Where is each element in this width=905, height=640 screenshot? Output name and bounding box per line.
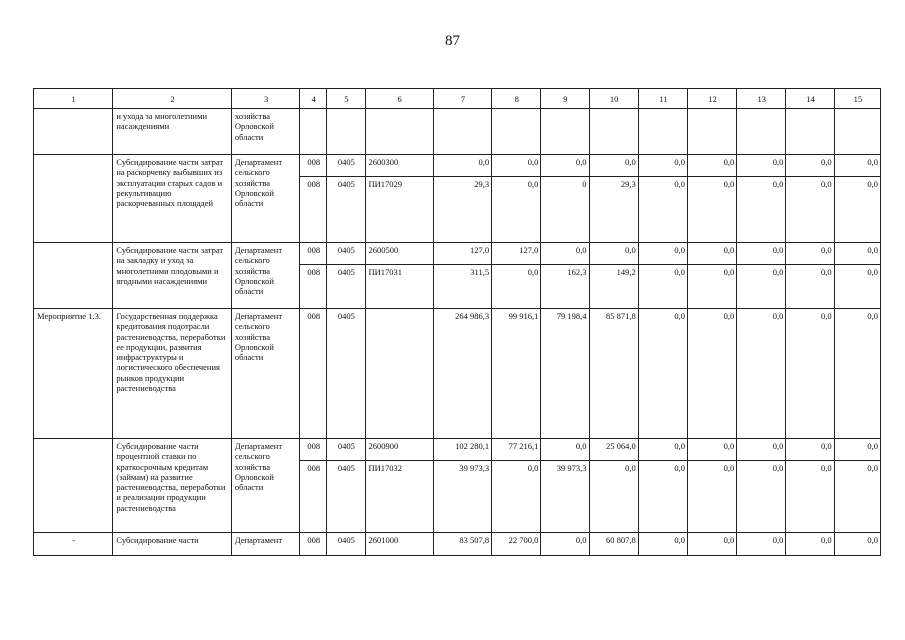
row-label-cell: - <box>34 533 113 556</box>
cell-value: 0,0 <box>638 243 687 265</box>
cell-value: 0,0 <box>737 265 786 309</box>
column-header: 10 <box>589 89 638 109</box>
column-header: 9 <box>541 89 589 109</box>
cell-value: 0,0 <box>687 439 736 461</box>
cell-code: 2601000 <box>365 533 433 556</box>
column-header: 8 <box>492 89 541 109</box>
cell-value: 0,0 <box>687 265 736 309</box>
cell-value: 0,0 <box>492 155 541 177</box>
cell-value: 102 280,1 <box>433 439 491 461</box>
cell-value: 0,0 <box>638 177 687 243</box>
cell-code: 0405 <box>327 309 365 439</box>
row-name-cell: Субсидирование части затрат на закладку и уход за многолетними плодовыми и ягодными насаждениями <box>113 243 232 309</box>
column-header: 2 <box>113 89 232 109</box>
cell-value: 0,0 <box>834 243 880 265</box>
cell-code: 0405 <box>327 155 365 177</box>
cell-code: ПИ17029 <box>365 177 433 243</box>
cell-value: 0,0 <box>737 533 786 556</box>
row-dept-cell: Департамент <box>231 533 299 556</box>
cell-value: 0,0 <box>786 533 834 556</box>
cell-code: 0405 <box>327 177 365 243</box>
cell-value: 25 064,0 <box>589 439 638 461</box>
cell-value: 0,0 <box>687 243 736 265</box>
cell-value: 39 973,3 <box>433 461 491 533</box>
cell-code: 008 <box>300 439 327 461</box>
cell-value: 0,0 <box>687 533 736 556</box>
cell-value: 0,0 <box>492 265 541 309</box>
column-header: 3 <box>231 89 299 109</box>
cell-code: 2600500 <box>365 243 433 265</box>
cell-value: 0,0 <box>492 177 541 243</box>
table-row <box>34 533 881 556</box>
cell-value: 29,3 <box>433 177 491 243</box>
cell-value: 0,0 <box>786 177 834 243</box>
cell-value: 0,0 <box>737 155 786 177</box>
column-header: 4 <box>300 89 327 109</box>
row-dept-cell: Департамент сельского хозяйства Орловской области <box>231 243 299 309</box>
cell-value: 127,0 <box>433 243 491 265</box>
cell-value: 0,0 <box>786 439 834 461</box>
cell-value: 0,0 <box>687 461 736 533</box>
cell-value: 39 973,3 <box>541 461 589 533</box>
cell-value: 85 871,8 <box>589 309 638 439</box>
cell-value: 0,0 <box>541 155 589 177</box>
cell-value: 0,0 <box>737 177 786 243</box>
cell-value: 0,0 <box>589 243 638 265</box>
cell-value: 311,5 <box>433 265 491 309</box>
cell-value: 0,0 <box>786 265 834 309</box>
cell-code: 008 <box>300 461 327 533</box>
cell-value: 0,0 <box>786 461 834 533</box>
cell-value: 0,0 <box>638 439 687 461</box>
row-name-cell: Субсидирование части затрат на раскорчевку выбывших из эксплуатации старых садов и рекультивацию раскорчеванных площадей <box>113 155 232 243</box>
cell-value: 0,0 <box>492 461 541 533</box>
cell-value: 0,0 <box>834 155 880 177</box>
cell-value: 22 700,0 <box>492 533 541 556</box>
cell-code: 008 <box>300 155 327 177</box>
cell-value: 127,0 <box>492 243 541 265</box>
cell-code: ПИ17032 <box>365 461 433 533</box>
table-row <box>34 243 881 265</box>
cell-code: 0405 <box>327 243 365 265</box>
row-name-cell: Государственная поддержка кредитования подотрасли растениеводства, переработки ее продукции, развития инфраструктуры и логистического обеспечения рынков продукции растениеводства <box>113 309 232 439</box>
cell-value: 0 <box>541 177 589 243</box>
cell-code: 0405 <box>327 461 365 533</box>
cell-code: 2600300 <box>365 155 433 177</box>
cell-value: 0,0 <box>737 461 786 533</box>
row-label-cell <box>34 155 113 243</box>
table-row <box>34 309 881 439</box>
page-number: 87 <box>445 33 460 49</box>
column-header: 15 <box>834 89 880 109</box>
cell-code: 008 <box>300 265 327 309</box>
cell-code: 0405 <box>327 533 365 556</box>
row-name-cell: Субсидирование части <box>113 533 232 556</box>
cell-value: 0,0 <box>786 309 834 439</box>
column-header: 11 <box>638 89 687 109</box>
cell-value: 0,0 <box>834 309 880 439</box>
row-label-cell <box>34 109 113 155</box>
cell-value: 149,2 <box>589 265 638 309</box>
column-header: 5 <box>327 89 365 109</box>
cell-value: 0,0 <box>687 155 736 177</box>
cell-value: 79 198,4 <box>541 309 589 439</box>
cell-value: 0,0 <box>433 155 491 177</box>
cell-value: 0,0 <box>589 155 638 177</box>
cell-code: 008 <box>300 533 327 556</box>
row-dept-cell: Департамент сельского хозяйства Орловской области <box>231 155 299 243</box>
cell-code: 008 <box>300 309 327 439</box>
cell-code: 008 <box>300 177 327 243</box>
column-header: 6 <box>365 89 433 109</box>
cell-value: 0,0 <box>737 439 786 461</box>
row-name-cell: и ухода за многолетними насаждениями <box>113 109 232 155</box>
row-name-cell: Субсидирование части процентной ставки по краткосрочным кредитам (займам) на развитие растениеводства, переработки и реализации продукции растениеводства <box>113 439 232 533</box>
cell-value: 0,0 <box>589 461 638 533</box>
cell-value: 29,3 <box>589 177 638 243</box>
table-row <box>34 109 881 155</box>
cell-code: ПИ17031 <box>365 265 433 309</box>
cell-value: 0,0 <box>834 265 880 309</box>
cell-code <box>365 309 433 439</box>
cell-value: 83 507,8 <box>433 533 491 556</box>
cell-value: 162,3 <box>541 265 589 309</box>
cell-value: 99 916,1 <box>492 309 541 439</box>
cell-value: 0,0 <box>834 461 880 533</box>
cell-code: 2600900 <box>365 439 433 461</box>
column-header: 14 <box>786 89 834 109</box>
row-label-cell <box>34 439 113 533</box>
cell-value: 0,0 <box>638 265 687 309</box>
table-row <box>34 439 881 461</box>
cell-value: 0,0 <box>638 461 687 533</box>
column-header-row <box>34 89 881 109</box>
cell-value: 0,0 <box>541 439 589 461</box>
cell-value: 0,0 <box>834 177 880 243</box>
cell-value: 0,0 <box>541 533 589 556</box>
cell-value: 0,0 <box>737 309 786 439</box>
row-label-cell <box>34 243 113 309</box>
cell-code: 0405 <box>327 265 365 309</box>
cell-code: 008 <box>300 243 327 265</box>
cell-value: 0,0 <box>687 177 736 243</box>
cell-value: 0,0 <box>834 439 880 461</box>
cell-value: 0,0 <box>541 243 589 265</box>
cell-value: 0,0 <box>638 309 687 439</box>
row-label-cell: Мероприятие 1.3. <box>34 309 113 439</box>
cell-value: 0,0 <box>638 155 687 177</box>
cell-value: 60 807,8 <box>589 533 638 556</box>
row-dept-cell: Департамент сельского хозяйства Орловской области <box>231 309 299 439</box>
budget-table <box>33 88 881 556</box>
cell-value: 0,0 <box>834 533 880 556</box>
cell-value: 0,0 <box>786 155 834 177</box>
cell-value: 264 986,3 <box>433 309 491 439</box>
cell-value: 0,0 <box>737 243 786 265</box>
cell-value: 0,0 <box>638 533 687 556</box>
cell-value: 77 216,1 <box>492 439 541 461</box>
column-header: 12 <box>687 89 736 109</box>
table-row <box>34 155 881 177</box>
column-header: 13 <box>737 89 786 109</box>
column-header: 1 <box>34 89 113 109</box>
cell-value: 0,0 <box>687 309 736 439</box>
column-header: 7 <box>433 89 491 109</box>
cell-code: 0405 <box>327 439 365 461</box>
row-dept-cell: хозяйства Орловской области <box>231 109 299 155</box>
row-dept-cell: Департамент сельского хозяйства Орловской области <box>231 439 299 533</box>
cell-value: 0,0 <box>786 243 834 265</box>
